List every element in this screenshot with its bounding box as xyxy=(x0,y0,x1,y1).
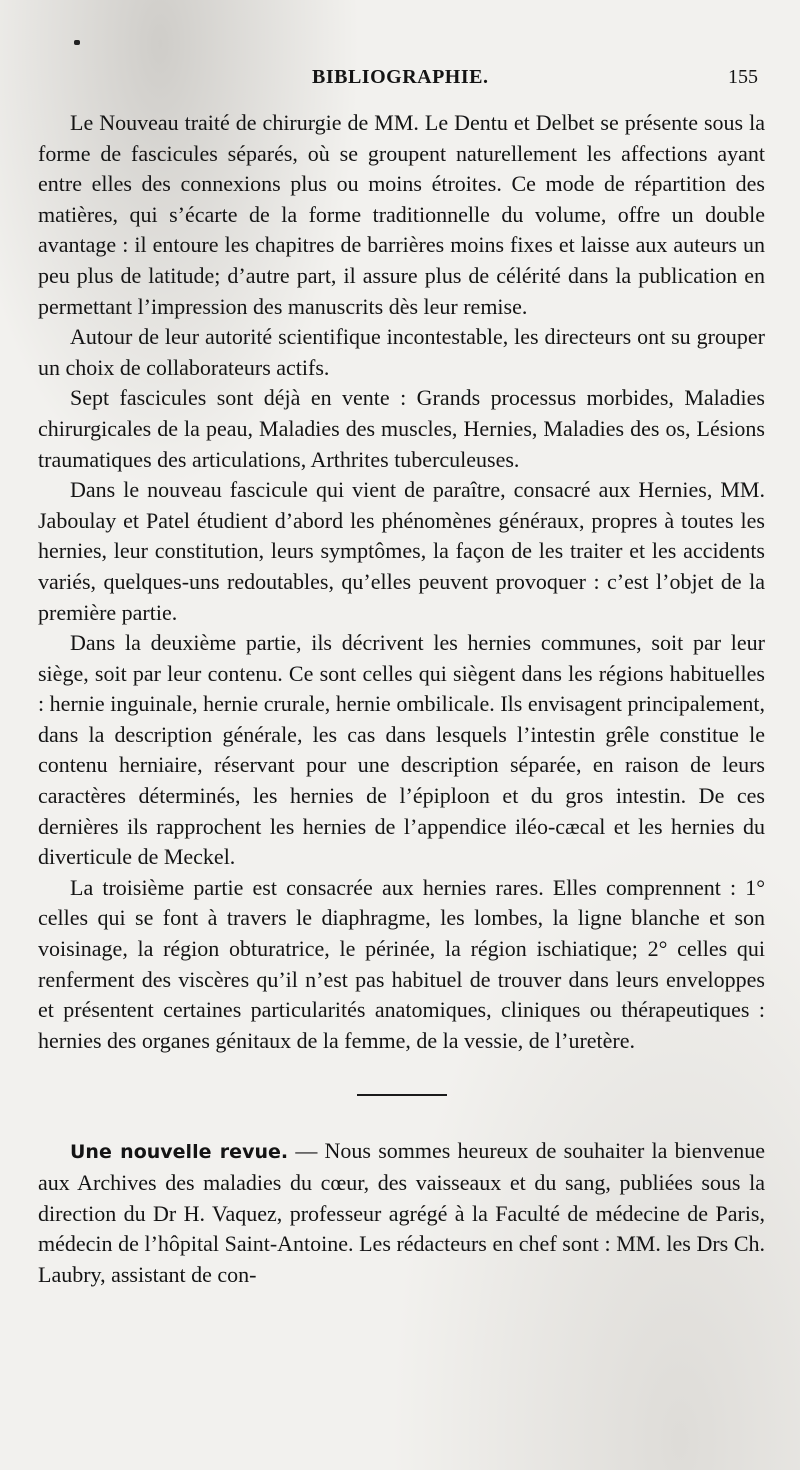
revue-text: — Nous sommes heureux de souhaiter la bienvenue aux Archives des maladies du cœur, des vaisseaux et du sang, publiées sous la direction du Dr H. Vaquez, professeur agrégé à la Faculté de médecine de Paris, médecin de l’hôpital Saint-Antoine. Les rédacteurs en chef sont : MM. les Drs Ch. Laubry, assistant de con- xyxy=(38,1138,766,1287)
paragraph-hernies-generales: Dans le nouveau fascicule qui vient de paraître, consacré aux Hernies, MM. Jaboulay et Patel étudient d’abord les phénomènes généraux, propres à toutes les hernies, leur constitution, leurs symptômes, la façon de les traiter et les accidents variés, quelques-uns redoutables, qu’elles peuvent provoquer : c’est l’objet de la première partie. xyxy=(38,477,765,625)
paragraph-traite: Le Nouveau traité de chirurgie de MM. Le Dentu et Delbet se présente sous la forme de fascicules séparés, où se groupent naturellement les affections ayant entre elles des connexions plus ou moins étroites. Ce mode de répartition des matières, qui s’écarte de la forme traditionnelle du volume, offre un double avantage : il entoure les chapitres de barrières moins fixes et laisse aux auteurs un peu plus de latitude; d’autre part, il assure plus de célérité dans la publication en permettant l’impression des manuscrits dès leur remise. xyxy=(38,110,765,319)
paragraph-collaborateurs: Autour de leur autorité scientifique incontestable, les directeurs ont su grouper un choix de collaborateurs actifs. xyxy=(38,324,765,380)
paragraph-fascicules: Sept fascicules sont déjà en vente : Grands processus morbides, Maladies chirurgicales de la peau, Maladies des muscles, Hernies, Maladies des os, Lésions traumatiques des articulations, Arthrites tuberculeuses. xyxy=(38,385,765,472)
running-title: BIBLIOGRAPHIE. xyxy=(312,66,489,88)
revue-heading: Une nouvelle revue. xyxy=(70,1141,289,1164)
running-header xyxy=(0,66,800,96)
page-number: 155 xyxy=(728,66,758,88)
page-body xyxy=(38,108,765,1290)
paragraph-hernies-rares: La troisième partie est consacrée aux hernies rares. Elles comprennent : 1° celles qui se font à travers le diaphragme, les lombes, la ligne blanche et son voisinage, la région obturatrice, le périnée, la région ischiatique; 2° celles qui renferment des viscères qu’il n’est pas habituel de trouver dans leurs enveloppes et présentent certaines particularités anatomiques, cliniques ou thérapeutiques : hernies des organes génitaux de la femme, de la vessie, de l’uretère. xyxy=(38,874,765,1053)
section-divider xyxy=(357,1094,447,1096)
paragraph-nouvelle-revue xyxy=(38,1136,765,1290)
paragraph-hernies-communes: Dans la deuxième partie, ils décrivent les hernies communes, soit par leur siège, soit par leur contenu. Ce sont celles qui siègent dans les régions habituelles : hernie inguinale, hernie crurale, hernie ombilicale. Ils envisagent principalement, dans la description générale, les cas dans lesquels l’intestin grêle constitue le contenu herniaire, réservant pour une description séparée, en raison de leurs caractères déterminés, les hernies de l’épiploon et du gros intestin. De ces dernières ils rapprochent les hernies de l’appendice iléo-cæcal et les hernies du diverticule de Meckel. xyxy=(38,630,765,870)
ink-speck xyxy=(74,40,80,45)
